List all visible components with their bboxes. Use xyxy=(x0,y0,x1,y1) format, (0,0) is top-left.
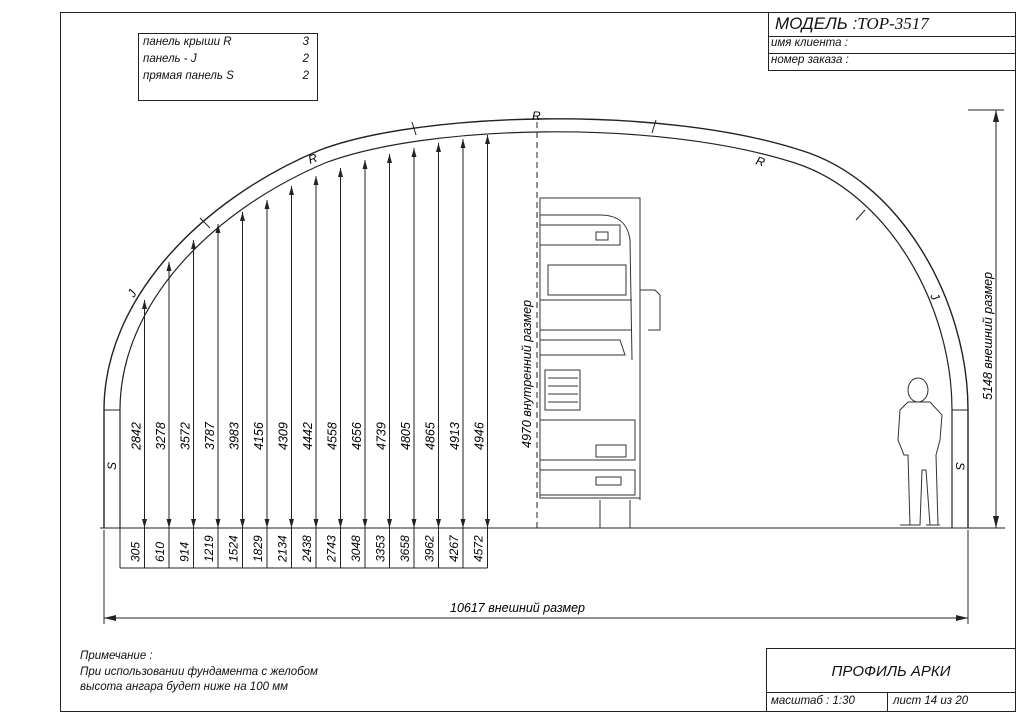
person-scale-figure xyxy=(898,378,942,525)
panel-label-s-right: S xyxy=(953,462,967,471)
height-arrow xyxy=(387,519,392,528)
scale-label: масштаб : 1:30 xyxy=(771,695,855,707)
height-value-label: 3787 xyxy=(203,422,217,450)
offset-value-label: 305 xyxy=(128,541,143,562)
height-value-label: 4558 xyxy=(325,422,340,450)
offset-value-label: 3353 xyxy=(373,535,388,562)
height-arrow xyxy=(240,212,245,221)
panel-label-r-left: R xyxy=(306,150,320,167)
panel-label-r-top: R xyxy=(532,109,541,123)
height-arrow xyxy=(216,519,221,528)
height-value-label: 4656 xyxy=(350,422,364,450)
height-value-label: 4805 xyxy=(399,422,413,450)
note-line-1: При использовании фундамента с желобом xyxy=(80,666,318,678)
height-arrow xyxy=(412,519,417,528)
height-arrow xyxy=(289,519,294,528)
legend-label: прямая панель S xyxy=(143,70,234,82)
height-value-label: 4913 xyxy=(448,422,462,450)
height-value-label: 4156 xyxy=(252,422,266,450)
height-arrow xyxy=(338,519,343,528)
height-value-label: 4739 xyxy=(374,422,389,450)
height-arrow xyxy=(142,519,147,528)
height-arrow xyxy=(387,154,392,163)
height-value-label: 3278 xyxy=(154,422,168,450)
height-value-label: 4946 xyxy=(472,422,487,450)
height-arrow xyxy=(485,519,490,528)
height-arrow xyxy=(436,519,441,528)
height-arrow xyxy=(167,262,172,271)
height-arrow xyxy=(314,519,319,528)
note-line-2: высота ангара будет ниже на 100 мм xyxy=(80,681,288,693)
height-arrow xyxy=(265,519,270,528)
panel-label-s-left: S xyxy=(105,461,119,470)
height-value-label: 2842 xyxy=(129,422,144,450)
offset-value-label: 3048 xyxy=(349,535,363,562)
height-arrow xyxy=(363,160,368,169)
height-arrow xyxy=(485,135,490,144)
offset-value-label: 1829 xyxy=(251,535,265,562)
offset-value-label: 1219 xyxy=(202,535,216,562)
height-arrow xyxy=(461,519,466,528)
height-arrow xyxy=(363,519,368,528)
order-label: номер заказа : xyxy=(771,54,849,66)
height-arrow xyxy=(265,200,270,209)
height-value-label: 4865 xyxy=(423,422,438,450)
height-arrow xyxy=(240,519,245,528)
offset-value-label: 610 xyxy=(153,541,167,562)
height-arrow xyxy=(338,168,343,177)
panel-label-r-right: R xyxy=(754,153,767,170)
inner-height-label: 4970 внутренний размер xyxy=(520,299,534,448)
offset-value-label: 4572 xyxy=(471,535,486,562)
height-arrow xyxy=(436,143,441,152)
legend-label: панель - J xyxy=(143,53,197,65)
height-value-label: 4442 xyxy=(301,422,315,450)
offset-value-label: 914 xyxy=(177,541,192,562)
offset-value-label: 2438 xyxy=(300,535,314,562)
sheet-number: лист 14 из 20 xyxy=(893,695,969,707)
panel-label-j-left: J xyxy=(124,287,140,300)
width-dimension-label: 10617 внешний размер xyxy=(450,601,585,615)
drawing-stamp xyxy=(766,648,1016,712)
legend-label: панель крыши R xyxy=(143,36,232,48)
legend-count: 3 xyxy=(302,36,309,48)
outer-height-label: 5148 внешний размер xyxy=(981,271,995,400)
offset-value-label: 2743 xyxy=(324,535,339,562)
height-value-label: 4309 xyxy=(276,422,291,450)
legend-count: 2 xyxy=(302,53,309,65)
height-arrow xyxy=(191,240,196,249)
height-arrow xyxy=(142,300,147,309)
offset-value-label: 3962 xyxy=(422,535,437,562)
client-label: имя клиента : xyxy=(771,37,848,49)
height-value-label: 3983 xyxy=(227,422,242,450)
height-arrow xyxy=(167,519,172,528)
offset-value-label: 3658 xyxy=(398,535,412,562)
drawing-title: ПРОФИЛЬ АРКИ xyxy=(831,663,951,680)
height-arrow xyxy=(289,186,294,195)
offset-value-label: 2134 xyxy=(275,535,290,562)
note-title: Примечание : xyxy=(80,650,153,662)
model-label: МОДЕЛЬ : xyxy=(775,14,858,33)
height-value-label: 3572 xyxy=(178,422,193,450)
truck-illustration xyxy=(540,198,660,528)
offset-value-label: 4267 xyxy=(447,535,461,562)
height-arrow xyxy=(191,519,196,528)
offset-value-label: 1524 xyxy=(226,535,241,562)
height-arrow xyxy=(461,139,466,148)
model-value: TOP-3517 xyxy=(857,14,929,33)
panel-label-j-right: J xyxy=(927,290,943,303)
legend-count: 2 xyxy=(302,70,309,82)
height-arrow xyxy=(314,176,319,185)
stamp-bottom-row xyxy=(767,692,1015,711)
height-arrow xyxy=(412,148,417,157)
